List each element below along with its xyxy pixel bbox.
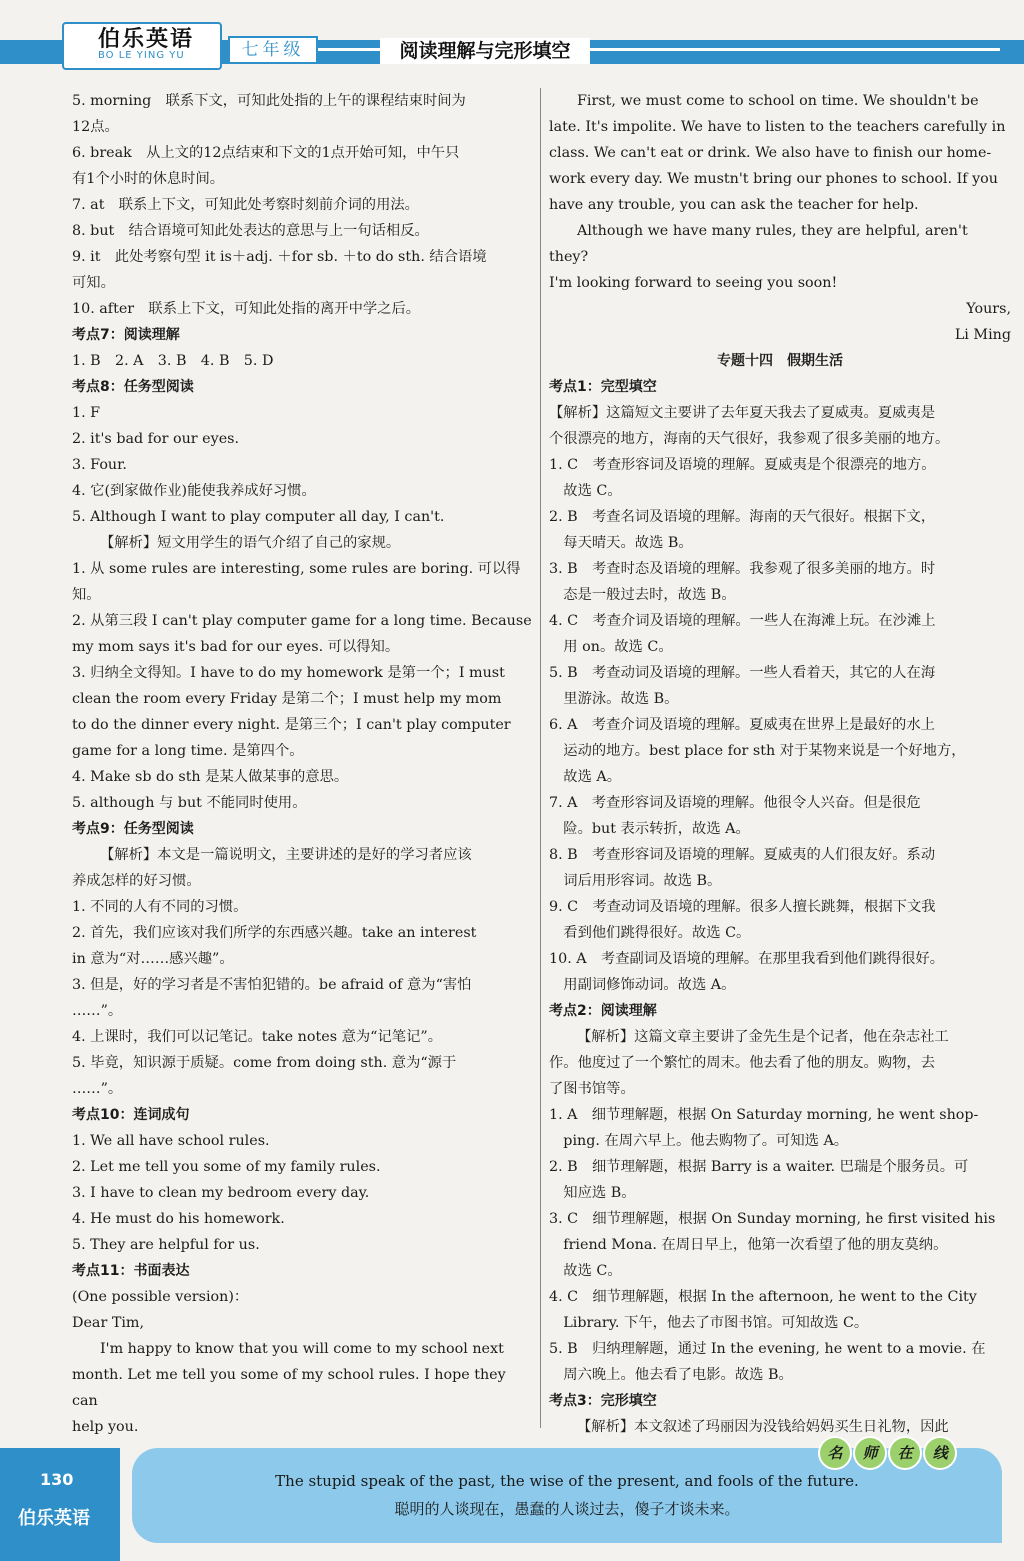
text-line: 5. B 考查动词及语境的理解。一些人看着天，其它的人在海 — [549, 665, 936, 681]
text-line: 3. 归纳全文得知。I have to do my homework 是第一个；I must — [72, 665, 505, 681]
text-line: Although we have many rules, they are helpful, aren't they? — [549, 223, 968, 265]
text-line: 1. 不同的人有不同的习惯。 — [72, 899, 248, 915]
text-line: 3. I have to clean my bedroom every day. — [72, 1185, 370, 1201]
text-line: 故选 C。 — [549, 483, 622, 499]
text-line: game for a long time. 是第四个。 — [72, 743, 304, 759]
text-line: help you. — [72, 1419, 139, 1435]
text-line: I'm looking forward to seeing you soon! — [549, 275, 838, 291]
text-line: 5. They are helpful for us. — [72, 1237, 260, 1253]
text-line: 运动的地方。best place for sth 对于某物来说是一个好地方， — [549, 743, 966, 759]
text-line: ……”。 — [72, 1003, 123, 1019]
footer-brand: 伯乐英语 — [18, 1508, 90, 1529]
brand-title: 伯乐英语 — [98, 27, 195, 52]
section-heading: 考点1：完型填空 — [549, 379, 657, 395]
section-heading: 考点9：任务型阅读 — [72, 821, 194, 837]
footer-left-block — [0, 1448, 120, 1561]
text-line: 4. He must do his homework. — [72, 1211, 285, 1227]
section-heading: 考点8：任务型阅读 — [72, 379, 194, 395]
text-line: (One possible version)： — [72, 1289, 249, 1305]
text-line: month. Let me tell you some of my school rules. I hope they can — [72, 1367, 506, 1409]
text-line: 6. A 考查介词及语境的理解。夏威夷在世界上是最好的水上 — [549, 717, 935, 733]
text-line: Yours, — [966, 301, 1011, 317]
text-line: 2. it's bad for our eyes. — [72, 431, 240, 447]
section-heading: 考点2：阅读理解 — [549, 1003, 657, 1019]
text-line: 养成怎样的好习惯。 — [72, 873, 201, 889]
left-column — [72, 88, 534, 1440]
section-heading: 考点11：书面表达 — [72, 1263, 190, 1279]
text-line: 5. 毕竟，知识源于质疑。come from doing sth. 意为“源于 — [72, 1055, 457, 1071]
text-line: have any trouble, you can ask the teacher for help. — [549, 197, 919, 213]
text-line: 12点。 — [72, 119, 119, 135]
text-line: 1. F — [72, 405, 101, 421]
text-line: 3. 但是，好的学习者是不害怕犯错的。be afraid of 意为“害怕 — [72, 977, 472, 993]
text-line: 9. C 考查动词及语境的理解。很多人擅长跳舞，根据下文我 — [549, 899, 936, 915]
text-line: 1. A 细节理解题，根据 On Saturday morning, he went shop- — [549, 1107, 979, 1123]
page-number: 130 — [40, 1470, 74, 1489]
text-line: Dear Tim, — [72, 1315, 145, 1331]
brand-pinyin: BO LE YING YU — [98, 50, 185, 61]
text-line: 4. C 考查介词及语境的理解。一些人在海滩上玩。在沙滩上 — [549, 613, 936, 629]
text-line: my mom says it's bad for our eyes. 可以得知。 — [72, 639, 400, 655]
text-line: 4. 它(到家做作业)能使我养成好习惯。 — [72, 483, 316, 499]
text-line: in 意为“对……感兴趣”。 — [72, 951, 234, 967]
badge-char: 名 — [818, 1436, 852, 1470]
text-line: 5. morning 联系下文，可知此处指的上午的课程结束时间为 — [72, 93, 466, 109]
text-line: 1. B 2. A 3. B 4. B 5. D — [72, 353, 274, 369]
text-line: 知应选 B。 — [549, 1185, 636, 1201]
text-line: 6. break 从上文的12点结束和下文的1点开始可知，中午只 — [72, 145, 460, 161]
section-heading: 考点3：完形填空 — [549, 1393, 657, 1409]
text-line: 1. 从 some rules are interesting, some rules are boring. 可以得 — [72, 561, 521, 577]
text-line: 2. Let me tell you some of my family rules. — [72, 1159, 381, 1175]
text-line: 5. B 归纳理解题，通过 In the evening, he went to a movie. 在 — [549, 1341, 986, 1357]
text-line: 【解析】本文是一篇说明文，主要讲述的是好的学习者应该 — [100, 847, 472, 863]
text-line: 个很漂亮的地方，海南的天气很好，我参观了很多美丽的地方。 — [549, 431, 950, 447]
text-line: 7. A 考查形容词及语境的理解。他很令人兴奋。但是很危 — [549, 795, 921, 811]
text-line: 知。 — [72, 587, 101, 603]
text-line: 词后用形容词。故选 B。 — [549, 873, 722, 889]
text-line: work every day. We mustn't bring our phones to school. If you — [549, 171, 998, 187]
text-line: 有1个小时的休息时间。 — [72, 171, 225, 187]
text-line: class. We can't eat or drink. We also have to finish our home- — [549, 145, 992, 161]
text-line: 【解析】短文用学生的语气介绍了自己的家规。 — [100, 535, 401, 551]
text-line: 里游泳。故选 B。 — [549, 691, 679, 707]
text-line: 5. Although I want to play computer all day, I can't. — [72, 509, 445, 525]
text-line: late. It's impolite. We have to listen to the teachers carefully in — [549, 119, 1006, 135]
text-line: 【解析】这篇短文主要讲了去年夏天我去了夏威夷。夏威夷是 — [549, 405, 936, 421]
text-line: 10. A 考查副词及语境的理解。在那里我看到他们跳得很好。 — [549, 951, 945, 967]
text-line: 4. Make sb do sth 是某人做某事的意思。 — [72, 769, 349, 785]
text-line: 可知。 — [72, 275, 115, 291]
text-line: 3. Four. — [72, 457, 127, 473]
section-heading: 考点10：连词成句 — [72, 1107, 190, 1123]
quote-english: The stupid speak of the past, the wise of the present, and fools of the future. — [275, 1472, 859, 1490]
text-line: 1. We all have school rules. — [72, 1133, 270, 1149]
text-line: ……”。 — [72, 1081, 123, 1097]
text-line: 了图书馆等。 — [549, 1081, 635, 1097]
text-line: 故选 C。 — [549, 1263, 622, 1279]
section-heading: 考点7：阅读理解 — [72, 327, 180, 343]
text-line: 8. B 考查形容词及语境的理解。夏威夷的人们很友好。系动 — [549, 847, 936, 863]
text-line: clean the room every Friday 是第二个；I must help my mom — [72, 691, 502, 707]
text-line: friend Mona. 在周日早上，他第一次看望了他的朋友莫纳。 — [549, 1237, 948, 1253]
text-line: 用副词修饰动词。故选 A。 — [549, 977, 736, 993]
text-line: to do the dinner every night. 是第三个；I can't play computer — [72, 717, 511, 733]
text-line: Li Ming — [954, 327, 1011, 343]
series-title: 阅读理解与完形填空 — [380, 38, 590, 64]
text-line: 态是一般过去时，故选 B。 — [549, 587, 736, 603]
text-line: 用 on。故选 C。 — [549, 639, 673, 655]
text-line: 故选 A。 — [549, 769, 622, 785]
text-line: 9. it 此处考察句型 it is＋adj. ＋for sb. ＋to do sth. 结合语境 — [72, 249, 487, 265]
badge-char: 线 — [923, 1436, 957, 1470]
text-line: First, we must come to school on time. We shouldn't be — [577, 93, 979, 109]
text-line: Library. 下午，他去了市图书馆。可知故选 C。 — [549, 1315, 869, 1331]
text-line: ping. 在周六早上。他去购物了。可知选 A。 — [549, 1133, 849, 1149]
text-line: 4. C 细节理解题，根据 In the afternoon, he went to the City — [549, 1289, 977, 1305]
quote-chinese: 聪明的人谈现在，愚蠢的人谈过去，傻子才谈未来。 — [394, 1500, 740, 1518]
text-line: 1. C 考查形容词及语境的理解。夏威夷是个很漂亮的地方。 — [549, 457, 936, 473]
text-line: 2. 从第三段 I can't play computer game for a long time. Because — [72, 613, 532, 629]
famous-teacher-badge — [822, 1436, 957, 1470]
right-column — [549, 88, 1011, 1440]
text-line: 【解析】本文叙述了玛丽因为没钱给妈妈买生日礼物，因此 — [577, 1419, 949, 1435]
page-header — [0, 0, 1024, 78]
text-line: 7. at 联系上下文，可知此处考察时刻前介词的用法。 — [72, 197, 419, 213]
text-line: 看到他们跳得很好。故选 C。 — [549, 925, 751, 941]
text-line: 2. B 考查名词及语境的理解。海南的天气很好。根据下文， — [549, 509, 936, 525]
text-line: 2. 首先，我们应该对我们所学的东西感兴趣。take an interest — [72, 925, 477, 941]
badge-char: 师 — [853, 1436, 887, 1470]
text-line: 2. B 细节理解题，根据 Barry is a waiter. 巴瑞是个服务员。可 — [549, 1159, 969, 1175]
text-line: 周六晚上。他去看了电影。故选 B。 — [549, 1367, 793, 1383]
section-heading: 专题十四 假期生活 — [717, 353, 843, 369]
text-line: 险。but 表示转折，故选 A。 — [549, 821, 750, 837]
text-line: 3. B 考查时态及语境的理解。我参观了很多美丽的地方。时 — [549, 561, 936, 577]
text-line: 作。他度过了一个繁忙的周末。他去看了他的朋友。购物，去 — [549, 1055, 936, 1071]
column-divider — [540, 88, 541, 1428]
grade-label: 七年级 — [228, 36, 318, 64]
text-line: 3. C 细节理解题，根据 On Sunday morning, he first visited his — [549, 1211, 996, 1227]
text-line: I'm happy to know that you will come to my school next — [100, 1341, 504, 1357]
text-line: 4. 上课时，我们可以记笔记。take notes 意为“记笔记”。 — [72, 1029, 442, 1045]
text-line: 8. but 结合语境可知此处表达的意思与上一句话相反。 — [72, 223, 429, 239]
text-line: 【解析】这篇文章主要讲了金先生是个记者，他在杂志社工 — [577, 1029, 949, 1045]
text-line: 5. although 与 but 不能同时使用。 — [72, 795, 307, 811]
text-line: 10. after 联系上下文，可知此处指的离开中学之后。 — [72, 301, 421, 317]
text-line: 每天晴天。故选 B。 — [549, 535, 693, 551]
badge-char: 在 — [888, 1436, 922, 1470]
page-footer — [0, 1436, 1024, 1561]
